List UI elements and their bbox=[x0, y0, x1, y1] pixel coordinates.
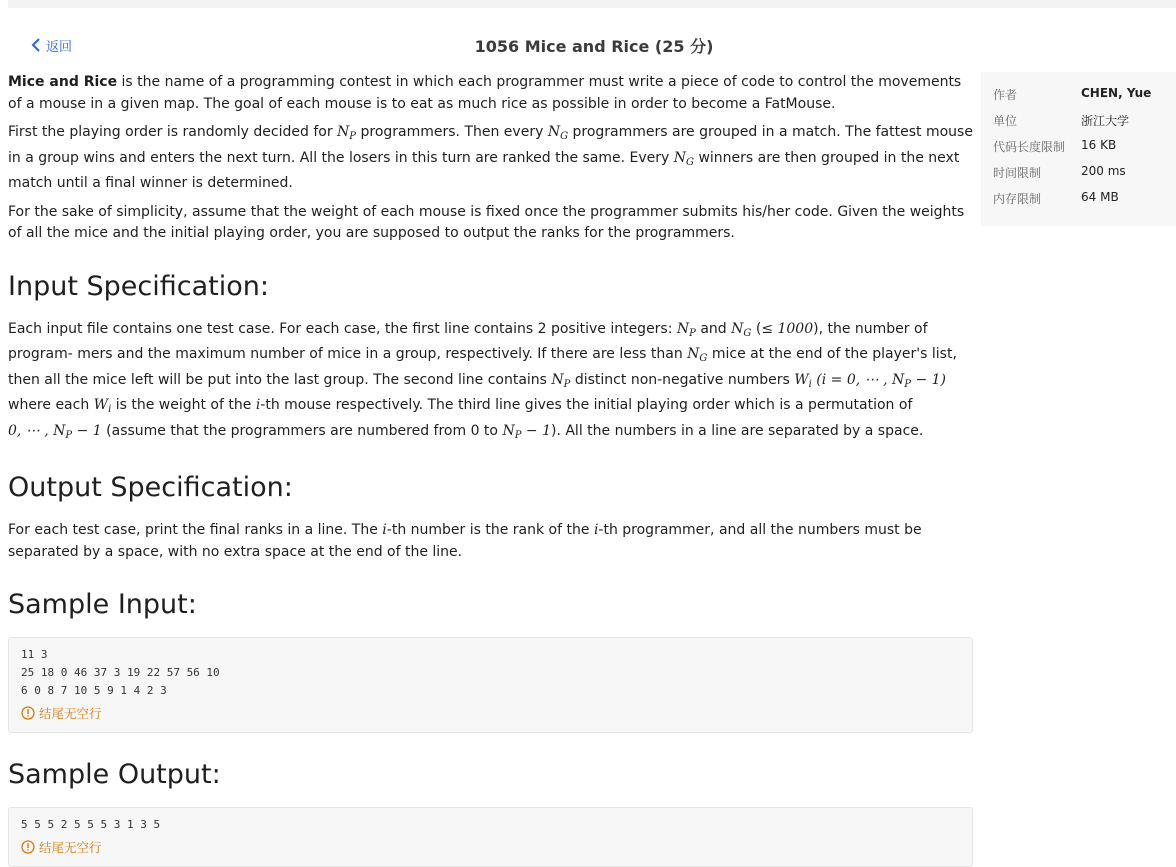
math-np: $N_P$ bbox=[337, 124, 357, 142]
info-label: 代码长度限制 bbox=[993, 140, 1066, 154]
math-i: i bbox=[255, 397, 261, 413]
back-button[interactable] bbox=[30, 34, 72, 56]
math-wi: $W_i$ bbox=[93, 397, 112, 415]
simplicity-paragraph: For the sake of simplicity, assume that the weight of each mouse is fixed once the programmer submits his/her code. Given the weights of all the mice and the initial playing order, you are supposed to output the ranks for the programmers. bbox=[8, 203, 965, 241]
problem-info-panel bbox=[981, 72, 1176, 226]
math-ng: $N_G$ bbox=[547, 124, 569, 142]
sample-output-code[interactable]: 5 5 5 2 5 5 5 3 1 3 5 bbox=[21, 818, 161, 831]
top-bar bbox=[8, 0, 1176, 8]
info-label: 作者 bbox=[993, 88, 1018, 102]
warning-circle-icon bbox=[21, 840, 35, 854]
input-heading: Input Specification: bbox=[8, 270, 269, 302]
chevron-left-icon bbox=[30, 37, 42, 53]
info-value: 浙江大学 bbox=[1081, 114, 1130, 128]
text: programmers are grouped in a match. The fattest mouse in a group wins and enters the next turn. All the losers in this turn are ranked the same. Every bbox=[8, 124, 973, 166]
note-text: 结尾无空行 bbox=[39, 706, 102, 721]
info-label: 单位 bbox=[993, 114, 1018, 128]
text: programmers. Then every bbox=[356, 124, 548, 140]
info-value: CHEN, Yue bbox=[1081, 86, 1152, 100]
sample-output-heading: Sample Output: bbox=[8, 759, 221, 790]
math-perm: 0, ⋯ , $N_P - 1$ bbox=[8, 422, 102, 441]
page-title: 1056 Mice and Rice (25 分) bbox=[474, 37, 714, 56]
math-np: $N_P$ bbox=[551, 371, 571, 390]
math-wi: $W_i$ bbox=[794, 371, 812, 390]
math-ng: $N_G$ bbox=[673, 149, 695, 168]
intro-text: is the name of a programming contest in which each programmer must write a piece of code to control the movements of a mouse in a given map. The goal of each mouse is to eat as much rice as possible in order to become a FatMouse. bbox=[8, 74, 962, 112]
intro-bold: Mice and Rice bbox=[8, 74, 118, 90]
info-label: 内存限制 bbox=[993, 192, 1042, 206]
sample-input-block[interactable] bbox=[8, 637, 973, 733]
math-i: i bbox=[382, 522, 387, 538]
math-np: $N_P$ bbox=[676, 320, 696, 339]
info-value: 16 KB bbox=[1081, 138, 1117, 152]
output-spec-paragraph: For each test case, print the final ranks in a line. The i-th number is the rank of the i-th programmer, and all the numbers must be separated by a space, with no extra space at the end of the line. bbox=[8, 522, 922, 560]
math-ng: $N_G$ bbox=[731, 320, 752, 339]
sample-output-block[interactable] bbox=[8, 807, 973, 867]
info-label: 时间限制 bbox=[993, 166, 1042, 180]
back-label: 返回 bbox=[46, 39, 73, 55]
sample-input-code[interactable]: 11 3 25 18 0 46 37 3 19 22 57 56 10 6 0 8 7 10 5 9 1 4 2 3 bbox=[21, 648, 220, 697]
order-paragraph bbox=[8, 122, 973, 195]
math-np-minus-1: $N_P - 1$ bbox=[502, 422, 551, 441]
problem-body bbox=[8, 72, 973, 867]
math-i: i bbox=[593, 522, 599, 538]
text: winners are then grouped in the next match until a final winner is determined. bbox=[8, 149, 960, 191]
sample-input-heading: Sample Input: bbox=[8, 589, 197, 620]
text: First the playing order is randomly decided for bbox=[8, 124, 338, 140]
no-trailing-space-note bbox=[21, 838, 960, 856]
math-le1000: ≤ 1000 bbox=[761, 320, 814, 337]
info-value: 64 MB bbox=[1081, 190, 1119, 204]
intro-paragraph bbox=[8, 72, 973, 115]
input-spec-paragraph: Each input file contains one test case. For each case, the first line contains 2 positive integers: $N_P$ and $N_G$ (≤ 1000), the number of program- mers and the maximum number of mice in a group, respectively. If there are less than $N_G$ mice at the end of the player's list, then all the mice left will be put into the last group. The second line contains $N_P$ distinct non-negative numbers $W_i$ (i = 0, ⋯ , $N_P - 1$) where each $W_i$ is the weight of the i-th mouse respectively. The third line gives the initial playing order which is a permutation of 0, ⋯ , $N_P - 1$ (assume that the programmers are numbered from 0 to $N_P - 1$). All the numbers in a line are separated by a space. bbox=[8, 320, 957, 441]
note-text: 结尾无空行 bbox=[39, 840, 102, 855]
no-trailing-space-note bbox=[21, 704, 960, 722]
math-ng: $N_G$ bbox=[687, 346, 708, 364]
output-heading: Output Specification: bbox=[8, 472, 293, 503]
math-range: (i = 0, ⋯ , $N_P - 1$) bbox=[816, 371, 947, 390]
info-value: 200 ms bbox=[1081, 164, 1126, 178]
warning-circle-icon bbox=[21, 706, 35, 720]
